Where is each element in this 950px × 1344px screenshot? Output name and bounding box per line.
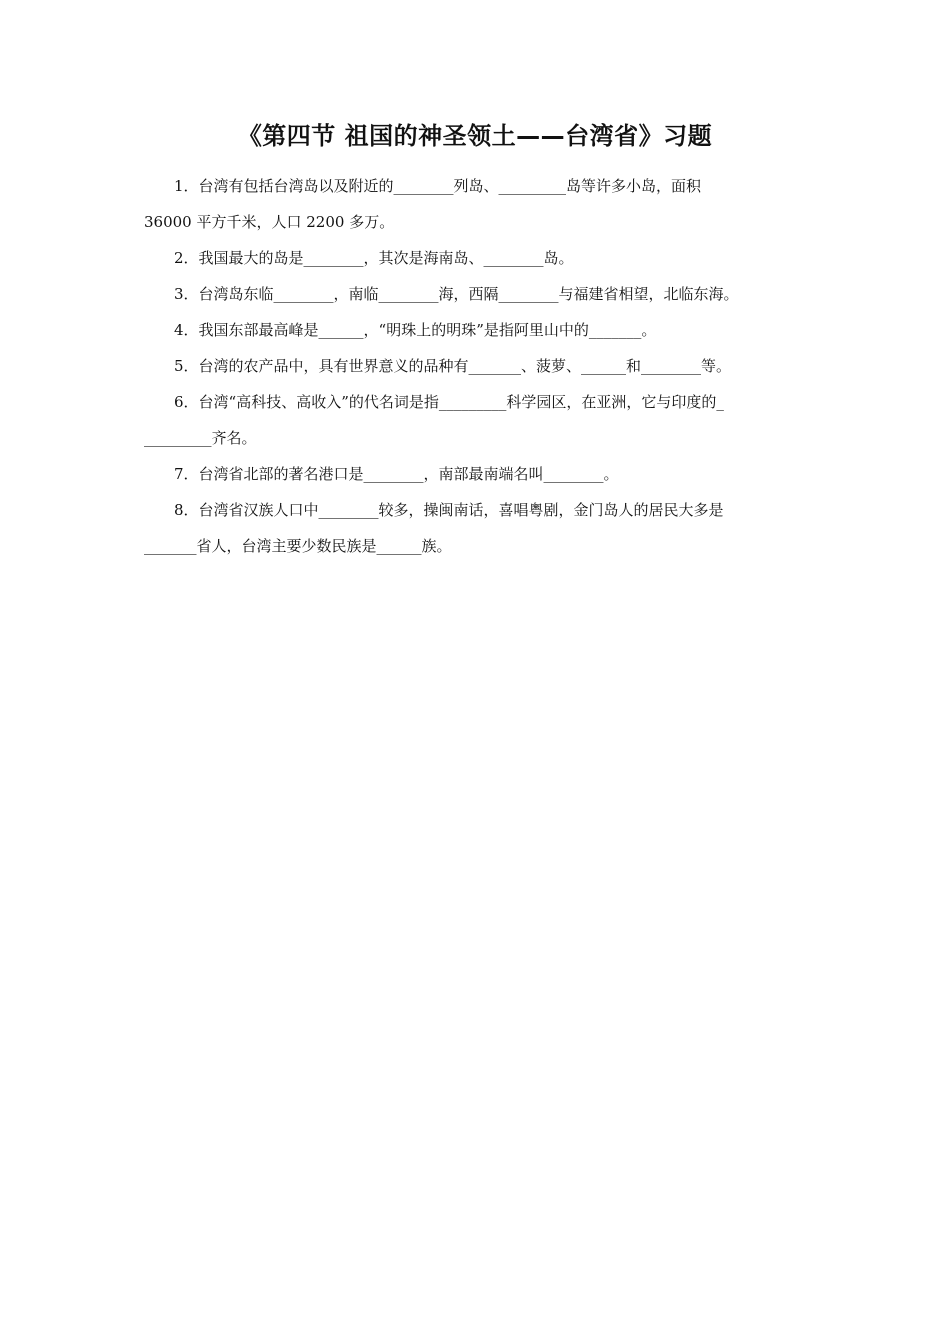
question-6-line-1: 6．台湾“高科技、高收入”的代名词是指_________科学园区，在亚洲，它与印度的_ <box>174 393 724 411</box>
question-8 <box>144 492 810 564</box>
question-7 <box>144 456 810 492</box>
question-8-line-2: _______省人，台湾主要少数民族是______族。 <box>144 537 452 555</box>
page-title: 《第四节 祖国的神圣领土——台湾省》习题 <box>237 122 713 150</box>
question-8-line-1: 8．台湾省汉族人口中________较多，操闽南话，喜唱粤剧，金门岛人的居民大多是 <box>174 501 724 519</box>
question-2-line-1: 2．我国最大的岛是________，其次是海南岛、________岛。 <box>174 249 574 267</box>
question-6-line-2: _________齐名。 <box>144 429 257 447</box>
question-7-line-1: 7．台湾省北部的著名港口是________，南部最南端名叫________。 <box>174 465 619 483</box>
question-1 <box>144 168 810 240</box>
question-1-line-1: 1．台湾有包括台湾岛以及附近的________列岛、_________岛等许多小岛，面积 <box>174 177 702 195</box>
question-4 <box>144 312 810 348</box>
question-3 <box>144 276 810 312</box>
question-6 <box>144 384 810 456</box>
question-3-line-1: 3．台湾岛东临________，南临________海，西隔________与福建省相望，北临东海。 <box>174 285 739 303</box>
question-4-line-1: 4．我国东部最高峰是______，“明珠上的明珠”是指阿里山中的_______。 <box>174 321 657 339</box>
question-5-line-1: 5．台湾的农产品中，具有世界意义的品种有_______、菠萝、______和________等。 <box>174 357 732 375</box>
question-list <box>144 168 810 564</box>
question-2 <box>144 240 810 276</box>
question-5 <box>144 348 810 384</box>
question-1-line-2: 36000 平方千米，人口 2200 多万。 <box>144 213 395 231</box>
